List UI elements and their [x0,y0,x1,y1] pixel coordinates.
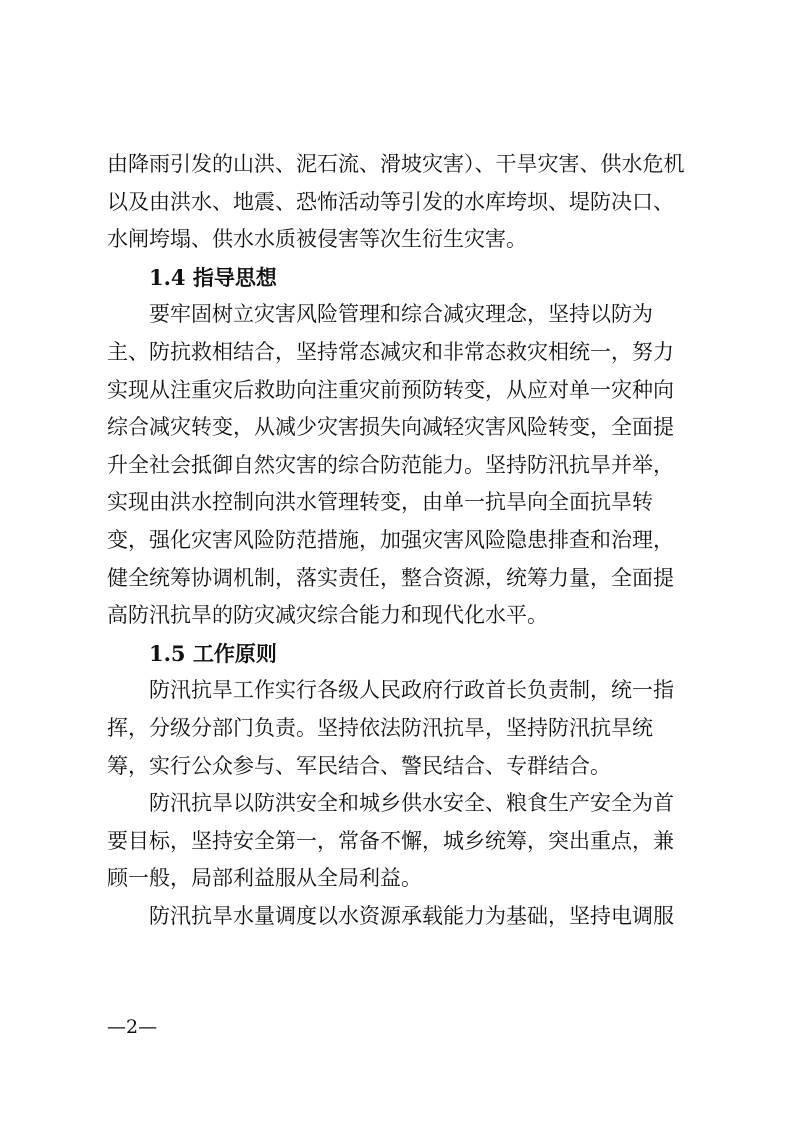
paragraph-principle-3: 防汛抗旱水量调度以水资源承载能力为基础，坚持电调服 [149,903,674,928]
page-number: —2— [107,1016,158,1038]
body-text [107,146,687,935]
paragraph-guiding-thought: 要牢固树立灾害风险管理和综合减灾理念，坚持以防为主、防抗救相结合，坚持常态减灾和非常态救灾相统一，努力实现从注重灾后救助向注重灾前预防转变，从应对单一灾种向综合减灾转变，从减少灾害损失向减轻灾害风险转变，全面提升全社会抵御自然灾害的综合防范能力。坚持防汛抗旱并举，实现由洪水控制向洪水管理转变，由单一抗旱向全面抗旱转变，强化灾害风险防范措施，加强灾害风险隐患排查和治理，健全统筹协调机制，落实责任，整合资源，统筹力量，全面提高防汛抗旱的防灾减灾综合能力和现代化水平。 [107,302,674,628]
paragraph-continuation: 由降雨引发的山洪、泥石流、滑坡灾害）、干旱灾害、供水危机以及由洪水、地震、恐怖活动等引发的水库垮坝、堤防决口、水闸垮塌、供水水质被侵害等次生衍生灾害。 [107,152,685,252]
section-heading-1-4: 1.4 指导思想 [149,264,277,290]
paragraph-principle-2: 防汛抗旱以防洪安全和城乡供水安全、粮食生产安全为首要目标，坚持安全第一，常备不懈，城乡统筹，突出重点，兼顾一般，局部利益服从全局利益。 [107,791,674,891]
paragraph-principle-1: 防汛抗旱工作实行各级人民政府行政首长负责制，统一指挥，分级分部门负责。坚持依法防汛抗旱，坚持防汛抗旱统筹，实行公众参与、军民结合、警民结合、专群结合。 [107,678,674,778]
section-heading-1-5: 1.5 工作原则 [149,640,277,666]
